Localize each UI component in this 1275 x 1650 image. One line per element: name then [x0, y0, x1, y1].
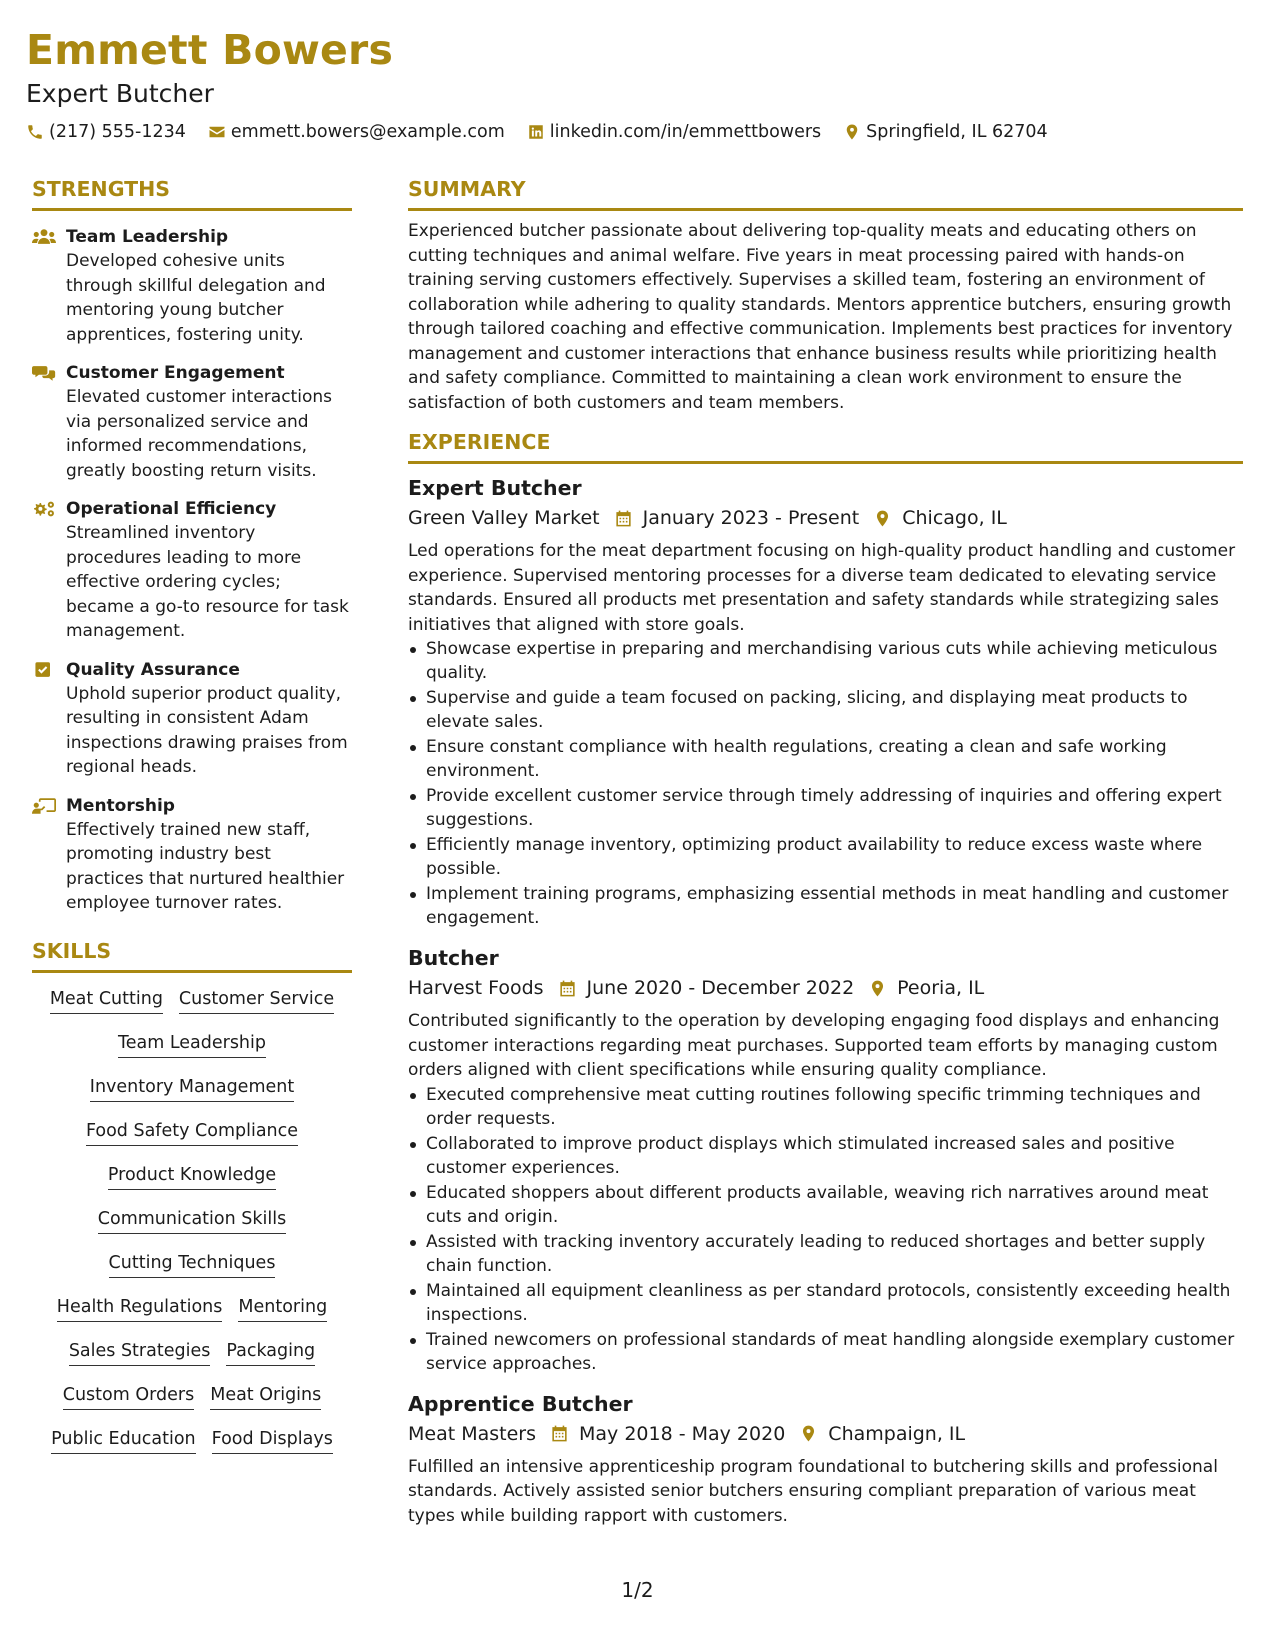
- skills-heading: SKILLS: [32, 938, 352, 973]
- skill-tag: Inventory Management: [90, 1075, 294, 1102]
- list-item: Supervise and guide a team focused on packing, slicing, and displaying meat products to elevate sales.: [408, 686, 1243, 734]
- map-marker-icon: [843, 123, 861, 141]
- skill-tag: Health Regulations: [57, 1295, 223, 1322]
- skill-tag: Public Education: [51, 1427, 195, 1454]
- experience-section: [408, 429, 1243, 1528]
- right-column: [408, 176, 1243, 1528]
- job-entry: [408, 1390, 1243, 1529]
- list-item: Implement training programs, emphasizing essential methods in meat handling and customer engagement.: [408, 882, 1243, 930]
- strength-description: Uphold superior product quality, resulting in consistent Adam inspections drawing praises from regional heads.: [66, 683, 348, 777]
- map-marker-icon: [799, 1424, 818, 1443]
- strength-description: Developed cohesive units through skillful delegation and mentoring young butcher apprentices, fostering unity.: [66, 251, 326, 345]
- job-location: Champaign, IL: [828, 1422, 966, 1445]
- job-entry: [408, 474, 1243, 930]
- summary-heading: SUMMARY: [408, 176, 1243, 211]
- job-title: Butcher: [408, 946, 499, 970]
- job-dates: January 2023 - Present: [642, 507, 860, 529]
- users-icon: [32, 227, 56, 247]
- job-entry: [408, 944, 1243, 1376]
- job-location: Chicago, IL: [902, 507, 1007, 529]
- strength-title: Customer Engagement: [66, 363, 285, 383]
- phone-text: (217) 555-1234: [49, 122, 186, 142]
- job-description: Fulfilled an intensive apprenticeship program foundational to butchering skills and professional standards. Actively assisted senior butchers ensuring compliant preparation of various meat types while building rapport with customers.: [408, 1456, 1218, 1526]
- skill-row: [49, 1295, 335, 1322]
- map-marker-icon: [868, 979, 887, 998]
- linkedin-text: linkedin.com/in/emmettbowers: [549, 122, 822, 142]
- strength-title: Quality Assurance: [66, 659, 240, 680]
- skill-tag: Product Knowledge: [108, 1163, 276, 1190]
- skill-tag: Communication Skills: [98, 1207, 286, 1234]
- calendar-icon: [614, 509, 633, 528]
- skill-row: [61, 1339, 323, 1366]
- contact-linkedin[interactable]: [527, 122, 821, 142]
- strengths-heading: STRENGTHS: [32, 176, 352, 211]
- job-meta: [408, 504, 1243, 532]
- skill-tag: Packaging: [226, 1339, 315, 1366]
- skill-tag: Food Displays: [212, 1427, 333, 1454]
- resume-header: [26, 24, 1246, 142]
- job-title: Expert Butcher: [408, 476, 582, 500]
- skill-tag: Meat Cutting: [50, 987, 163, 1014]
- strength-item: [32, 497, 352, 644]
- summary-text: Experienced butcher passionate about delivering top-quality meats and educating others on cutting techniques and animal welfare. Five years in meat processing paired with hands-on training serving customers effectively. Supervises a skilled team, fostering an environment of collaboration while adhering to quality standards. Mentors apprentice butchers, ensuring growth through tailored coaching and effective communication. Implements best practices for inventory management and customer interactions that enhance business results while prioritizing health and safety compliance. Committed to maintaining a clean work environment to ensure the satisfaction of both customers and team members.: [408, 221, 1233, 413]
- contact-location: [843, 122, 1048, 142]
- list-item: Collaborated to improve product displays which stimulated increased sales and positive customer experiences.: [408, 1132, 1243, 1180]
- left-column: [32, 176, 352, 1471]
- job-company: Meat Masters: [408, 1422, 536, 1445]
- strength-item: [32, 361, 352, 483]
- skill-tag: Cutting Techniques: [109, 1251, 276, 1278]
- strength-item: [32, 794, 352, 916]
- candidate-title: Expert Butcher: [26, 79, 214, 108]
- comments-icon: [32, 363, 56, 383]
- strength-description: Effectively trained new staff, promoting industry best practices that nurtured healthier employee turnover rates.: [66, 819, 345, 913]
- skills-section: [32, 938, 352, 1471]
- strength-title: Team Leadership: [66, 227, 229, 247]
- skill-row: [101, 1251, 284, 1278]
- skill-row: [78, 1119, 306, 1146]
- strength-item: [32, 658, 352, 780]
- job-bullets: [408, 637, 1243, 930]
- contact-bar: [26, 122, 1246, 142]
- skill-tag: Meat Origins: [210, 1383, 321, 1410]
- skill-row: [42, 987, 342, 1014]
- list-item: Assisted with tracking inventory accurately leading to reduced shortages and better supply chain function.: [408, 1230, 1243, 1278]
- skill-tag: Customer Service: [179, 987, 334, 1014]
- list-item: Showcase expertise in preparing and merchandising various cuts while achieving meticulous quality.: [408, 637, 1243, 685]
- skill-row: [100, 1163, 284, 1190]
- calendar-icon: [550, 1424, 569, 1443]
- list-item: Maintained all equipment cleanliness as per standard protocols, consistently exceeding health inspections.: [408, 1279, 1243, 1327]
- candidate-name: Emmett Bowers: [26, 26, 394, 74]
- summary-section: [408, 176, 1243, 415]
- job-meta: [408, 1420, 1243, 1448]
- strength-item: [32, 225, 352, 347]
- page-number: 1/2: [621, 1578, 654, 1602]
- job-dates: June 2020 - December 2022: [586, 977, 855, 999]
- job-dates: May 2018 - May 2020: [579, 1422, 786, 1445]
- job-company: Harvest Foods: [408, 977, 544, 999]
- job-title: Apprentice Butcher: [408, 1391, 633, 1416]
- skills-list: [32, 987, 352, 1471]
- skill-tag: Mentoring: [238, 1295, 327, 1322]
- skill-row: [55, 1383, 330, 1410]
- chalkboard-teacher-icon: [32, 796, 56, 816]
- email-text: emmett.bowers@example.com: [230, 122, 505, 142]
- list-item: Executed comprehensive meat cutting routines following specific trimming techniques and order requests.: [408, 1083, 1243, 1131]
- experience-heading: EXPERIENCE: [408, 429, 1243, 464]
- job-bullets: [408, 1083, 1243, 1376]
- strength-title: Operational Efficiency: [66, 499, 277, 519]
- location-text: Springfield, IL 62704: [866, 122, 1048, 142]
- list-item: Educated shoppers about different products available, weaving rich narratives around meat cuts and origin.: [408, 1181, 1243, 1229]
- contact-phone[interactable]: [26, 122, 186, 142]
- phone-icon: [26, 123, 44, 141]
- skill-tag: Team Leadership: [118, 1031, 266, 1058]
- strengths-section: [32, 176, 352, 916]
- strength-description: Streamlined inventory procedures leading to more effective ordering cycles; became a go-to resource for task management.: [66, 523, 349, 641]
- list-item: Trained newcomers on professional standards of meat handling alongside exemplary customer service approaches.: [408, 1328, 1243, 1376]
- job-location: Peoria, IL: [897, 977, 985, 999]
- skill-row: [90, 1207, 294, 1234]
- cogs-icon: [32, 499, 56, 519]
- skill-tag: Custom Orders: [63, 1383, 194, 1410]
- strength-description: Elevated customer interactions via personalized service and informed recommendations, greatly boosting return visits.: [66, 387, 332, 481]
- job-meta: [408, 974, 1243, 1002]
- skill-tag: Food Safety Compliance: [86, 1119, 298, 1146]
- list-item: Efficiently manage inventory, optimizing product availability to reduce excess waste where possible.: [408, 833, 1243, 881]
- map-marker-icon: [873, 509, 892, 528]
- job-description: Led operations for the meat department focusing on high-quality product handling and customer experience. Supervised mentoring processes for a diverse team dedicated to elevating service standards. Ensured all products met presentation and safety standards while strategizing sales initiatives that aligned with store goals.: [408, 541, 1236, 635]
- skill-row: [110, 1031, 274, 1058]
- skill-row: [43, 1427, 341, 1454]
- check-square-icon: [32, 660, 56, 680]
- envelope-icon: [208, 123, 226, 141]
- skill-row: [82, 1075, 302, 1102]
- contact-email[interactable]: [208, 122, 505, 142]
- list-item: Provide excellent customer service through timely addressing of inquiries and offering expert suggestions.: [408, 784, 1243, 832]
- calendar-icon: [558, 979, 577, 998]
- skill-tag: Sales Strategies: [69, 1339, 211, 1366]
- list-item: Ensure constant compliance with health regulations, creating a clean and safe working environment.: [408, 735, 1243, 783]
- strength-title: Mentorship: [66, 795, 175, 816]
- linkedin-icon: [527, 123, 545, 141]
- job-description: Contributed significantly to the operation by developing engaging food displays and enhancing customer interactions regarding meat purchases. Supported team efforts by managing custom orders aligned with client specifications while ensuring quality compliance.: [408, 1011, 1220, 1080]
- job-company: Green Valley Market: [408, 507, 600, 529]
